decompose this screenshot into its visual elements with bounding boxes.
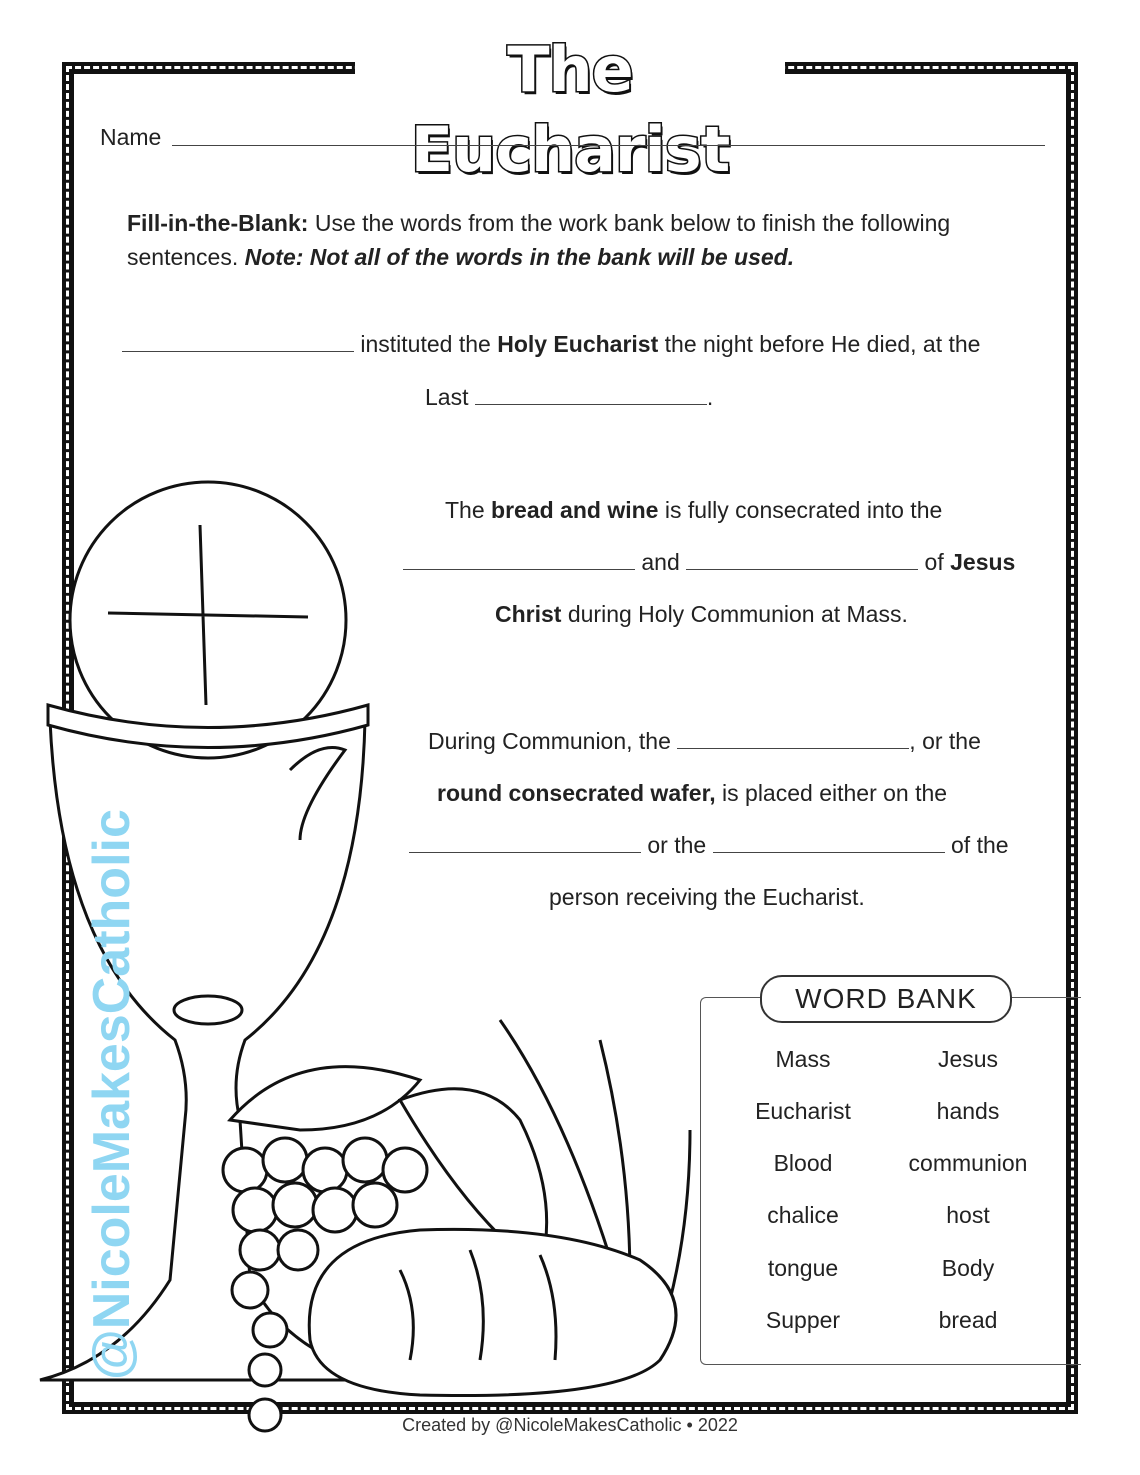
- q1-text: Last: [425, 384, 475, 410]
- word-bank-word: bread: [938, 1307, 998, 1333]
- q2-text: of: [918, 549, 951, 575]
- q2-text: The: [445, 497, 492, 523]
- word-bank-word: Mass: [775, 1046, 831, 1072]
- blank-7[interactable]: [713, 834, 945, 853]
- word-bank-word: Jesus: [937, 1046, 999, 1072]
- word-bank-word: Body: [941, 1255, 995, 1281]
- word-bank-word: Eucharist: [755, 1098, 851, 1124]
- word-bank-word: Supper: [765, 1307, 841, 1333]
- word-bank-title: WORD BANK: [760, 975, 1012, 1023]
- leaf-icon: [230, 1067, 420, 1130]
- name-label: Name: [100, 124, 162, 150]
- host-icon: [70, 482, 346, 758]
- word-bank-word: chalice: [767, 1202, 839, 1228]
- q1-text: .: [706, 384, 714, 410]
- bread-icon: [309, 1229, 676, 1395]
- question-1-line1: [122, 331, 980, 358]
- title-banner: [355, 30, 785, 186]
- q2-text: and: [635, 549, 687, 575]
- q3-text: is placed either on the: [715, 780, 948, 806]
- instructions-line2: [127, 244, 794, 271]
- q3-text: , or the: [909, 728, 981, 754]
- blank-2[interactable]: [475, 386, 707, 405]
- chalice-bread-grapes-illustration: [0, 480, 720, 1440]
- watermark: @NicoleMakesCatholic: [83, 809, 141, 1380]
- word-bank-word: host: [946, 1202, 990, 1228]
- name-field[interactable]: [172, 145, 1045, 146]
- q3-text: of the: [944, 832, 1009, 858]
- q3-text: or the: [641, 832, 713, 858]
- q1-text: the night before He died, at the: [658, 331, 981, 357]
- q2-bold: Jesus: [950, 549, 1016, 575]
- q2-bold: Christ: [495, 601, 562, 627]
- question-1-line2: [425, 384, 713, 411]
- footer-credit: Created by @NicoleMakesCatholic • 2022: [402, 1415, 738, 1435]
- word-bank-word: tongue: [767, 1255, 839, 1281]
- q2-text: is fully consecrated into the: [658, 497, 943, 523]
- instructions-text: Use the words from the work bank below to finish the following: [308, 210, 951, 236]
- q3-bold: round consecrated wafer,: [437, 780, 716, 806]
- q2-bold: bread and wine: [491, 497, 659, 523]
- instructions-line1: [127, 210, 950, 237]
- word-bank-word: Blood: [773, 1150, 833, 1176]
- q1-bold: Holy Eucharist: [497, 331, 659, 357]
- q3-text: person receiving the Eucharist.: [549, 884, 865, 910]
- instructions-note: Note: Not all of the words in the bank will be used.: [244, 244, 795, 270]
- instructions-text2: sentences.: [127, 244, 245, 270]
- word-bank-word: hands: [936, 1098, 1000, 1124]
- page-title: The Eucharist: [410, 33, 730, 186]
- word-bank-word: communion: [908, 1150, 1028, 1176]
- q2-text: during Holy Communion at Mass.: [561, 601, 908, 627]
- q1-text: instituted the: [354, 331, 498, 357]
- q3-text: During Communion, the: [428, 728, 678, 754]
- instructions-lead: Fill-in-the-Blank:: [127, 210, 309, 236]
- blank-4[interactable]: [686, 551, 918, 570]
- blank-1[interactable]: [122, 333, 354, 352]
